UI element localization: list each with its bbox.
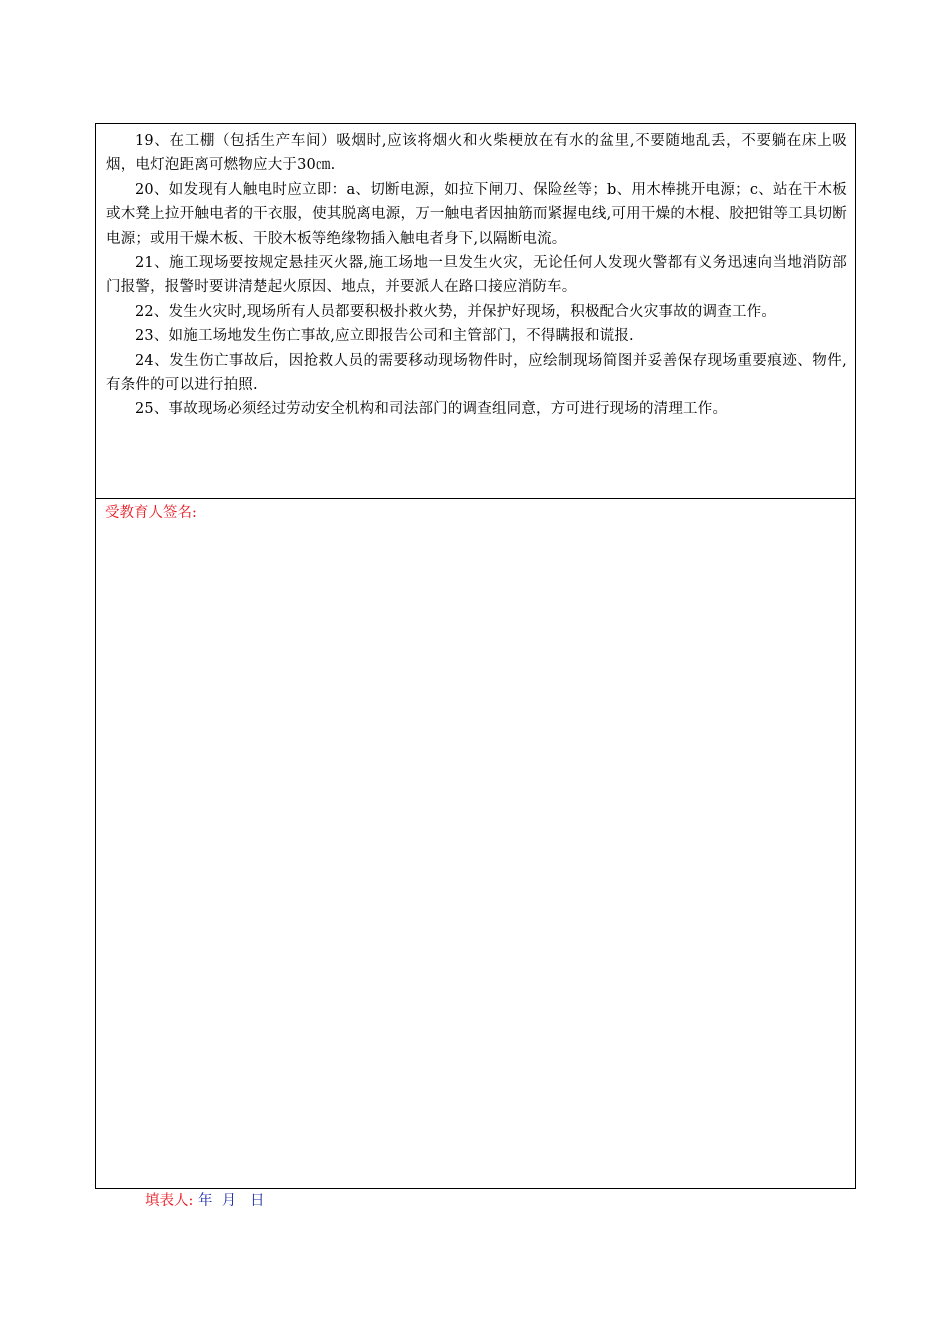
fill-date: 年 月 日 [193,1193,265,1209]
rule-item-24: 24、发生伤亡事故后，因抢救人员的需要移动现场物件时，应绘制现场简图并妥善保存现场重要痕迹、物件,有条件的可以进行拍照. [106,352,847,394]
safety-rules-cell [96,124,855,499]
rule-item-25: 25、事故现场必须经过劳动安全机构和司法部门的调查组同意，方可进行现场的清理工作。 [135,401,728,418]
rule-item-23: 23、如施工场地发生伤亡事故,应立即报告公司和主管部门，不得瞒报和谎报. [135,328,634,345]
education-record-table [95,123,856,1189]
form-footer [145,1190,265,1212]
rule-item-19: 19、在工棚（包括生产车间）吸烟时,应该将烟火和火柴梗放在有水的盆里,不要随地乱丢，不要躺在床上吸烟，电灯泡距离可燃物应大于30㎝. [106,133,847,174]
rule-item-21: 21、施工现场要按规定悬挂灭火器,施工场地一旦发生火灾，无论任何人发现火警都有义务迅速向当地消防部门报警，报警时要讲清楚起火原因、地点，并要派人在路口接应消防车。 [106,255,847,296]
filler-label: 填表人: [145,1193,194,1209]
rule-item-20: 20、如发现有人触电时应立即：a、切断电源，如拉下闸刀、保险丝等；b、用木棒挑开电源；c、站在干木板或木凳上拉开触电者的干衣服，使其脱离电源，万一触电者因抽筋而紧握电线,可用干燥的木棍、胶把钳等工具切断电源；或用干燥木板、干胶木板等绝缘物插入触电者身下,以隔断电流。 [106,181,847,247]
trainee-signature-label: 受教育人签名: [105,505,197,521]
signature-cell[interactable] [96,499,855,1188]
rule-item-22: 22、发生火灾时,现场所有人员都要积极扑救火势，并保护好现场，积极配合火灾事故的调查工作。 [135,303,777,320]
